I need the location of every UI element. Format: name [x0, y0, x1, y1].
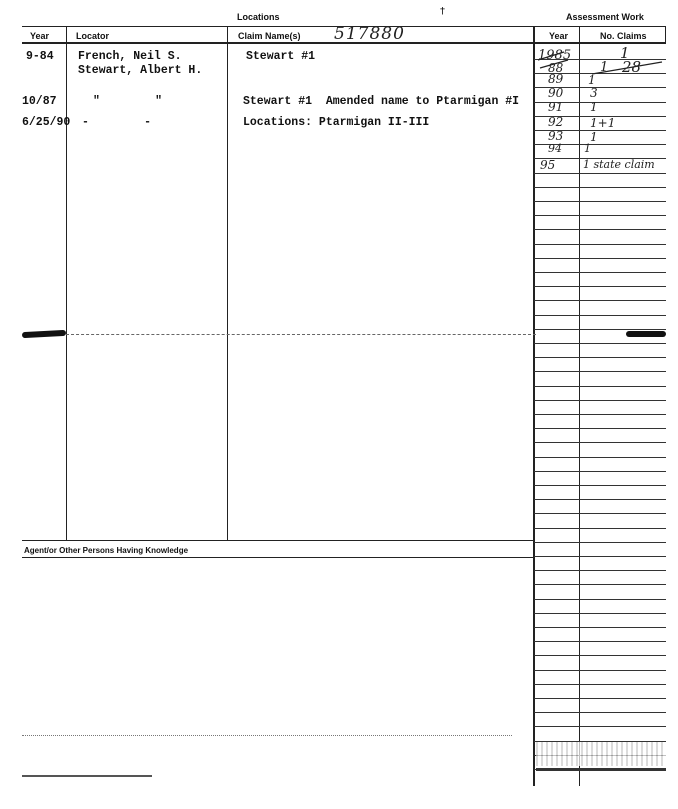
- aw-ruled-line: [534, 570, 666, 571]
- aw-ruled-line: [534, 627, 666, 628]
- aw-ruled-line: [534, 528, 666, 529]
- aw-claims: 1: [590, 130, 598, 144]
- aw-ruled-line: [534, 329, 666, 330]
- aw-year: 95: [540, 158, 556, 172]
- aw-ruled-line: [534, 414, 666, 415]
- aw-ruled-line: [534, 513, 666, 514]
- entry-locator: Stewart, Albert H.: [78, 64, 203, 77]
- aw-ruled-line: [534, 428, 666, 429]
- col-header-year: Year: [30, 31, 50, 41]
- aw-year: 88: [548, 61, 564, 75]
- divider-aw-year-claims: [579, 26, 580, 786]
- aw-ruled-line: [534, 400, 666, 401]
- entry-claim: Stewart #1 Amended name to Ptarmigan #I: [243, 95, 520, 108]
- aw-year: 91: [548, 100, 564, 114]
- col-header-aw-year: Year: [549, 31, 569, 41]
- aw-ruled-line: [534, 556, 666, 557]
- entry-locator: - -: [82, 116, 152, 129]
- aw-year: 90: [548, 86, 564, 100]
- aw-ruled-line: [534, 641, 666, 642]
- aw-ruled-line: [534, 187, 666, 188]
- claim-number-handwritten: 517880: [334, 24, 405, 44]
- agent-header-rule: [22, 557, 534, 558]
- divider-year-locator: [66, 26, 67, 540]
- aw-ruled-line: [534, 542, 666, 543]
- entry-year: 6/25/90: [22, 116, 71, 129]
- margin-note: 28: [622, 58, 642, 76]
- aw-ruled-line: [534, 286, 666, 287]
- aw-ruled-line: [534, 599, 666, 600]
- entry-claim: Locations: Ptarmigan II-III: [243, 116, 430, 129]
- aw-claims: 1: [620, 44, 630, 62]
- aw-year: 93: [548, 129, 564, 143]
- aw-ruled-line: [534, 471, 666, 472]
- divider-claims-assessment: [533, 26, 535, 786]
- aw-claims: 1: [600, 60, 609, 75]
- aw-year: 89: [548, 72, 564, 86]
- aw-ruled-line: [534, 684, 666, 685]
- entry-locator: French, Neil S.: [78, 50, 182, 63]
- agent-label: Agent/or Other Persons Having Knowledge: [24, 546, 189, 555]
- aw-ruled-line: [534, 655, 666, 656]
- aw-ruled-line: [534, 315, 666, 316]
- aw-year: 94: [548, 142, 562, 155]
- aw-ruled-line: [534, 215, 666, 216]
- aw-ruled-line: [534, 485, 666, 486]
- bottom-dotted-rule: [22, 735, 512, 736]
- punch-mark-icon: †: [440, 6, 445, 17]
- entry-year: 9-84: [26, 50, 54, 63]
- locations-label: Locations: [237, 12, 280, 22]
- entry-year: 10/87: [22, 95, 57, 108]
- aw-year: 92: [548, 115, 564, 129]
- aw-ruled-line: [534, 712, 666, 713]
- aw-ruled-line: [534, 670, 666, 671]
- bottom-scan-bar: [536, 768, 666, 771]
- entry-locator: " ": [93, 95, 163, 108]
- aw-claims: 1: [584, 142, 591, 155]
- aw-ruled-line: [534, 371, 666, 372]
- aw-claims: 1 state claim: [583, 158, 655, 171]
- aw-ruled-line: [534, 272, 666, 273]
- aw-ruled-line: [534, 726, 666, 727]
- col-header-locator: Locator: [76, 31, 110, 41]
- locations-bottom-border: [22, 540, 534, 541]
- aw-claims: 1+1: [590, 116, 616, 130]
- aw-claims: 3: [590, 86, 598, 100]
- aw-ruled-line: [534, 229, 666, 230]
- bottom-scan-mark: [22, 775, 152, 777]
- aw-claims: 1: [590, 100, 598, 114]
- aw-ruled-line: [534, 499, 666, 500]
- scan-smudge-left: [22, 330, 66, 338]
- aw-ruled-line: [534, 442, 666, 443]
- assessment-work-label: Assessment Work: [566, 12, 644, 22]
- aw-ruled-line: [534, 357, 666, 358]
- entry-claim: Stewart #1: [246, 50, 316, 63]
- midline-dashed-rule: [66, 334, 536, 335]
- aw-ruled-line: [534, 300, 666, 301]
- aw-ruled-line: [534, 457, 666, 458]
- col-header-claim-names: Claim Name(s): [238, 31, 301, 41]
- aw-ruled-line: [534, 173, 666, 174]
- aw-ruled-line: [534, 343, 666, 344]
- aw-ruled-line: [534, 201, 666, 202]
- aw-ruled-line: [534, 613, 666, 614]
- aw-ruled-line: [534, 584, 666, 585]
- table-right-border: [665, 26, 666, 42]
- aw-ruled-line: [534, 258, 666, 259]
- aw-claims: 1: [588, 73, 596, 87]
- aw-ruled-line: [534, 386, 666, 387]
- aw-year: 1985: [538, 48, 572, 63]
- aw-ruled-line: [534, 698, 666, 699]
- divider-locator-claims: [227, 26, 228, 540]
- col-header-aw-claims: No. Claims: [600, 31, 647, 41]
- aw-ruled-line: [534, 244, 666, 245]
- strike-through-marks: [534, 44, 666, 84]
- scan-noise: [536, 742, 666, 766]
- scan-smudge-right: [626, 331, 666, 337]
